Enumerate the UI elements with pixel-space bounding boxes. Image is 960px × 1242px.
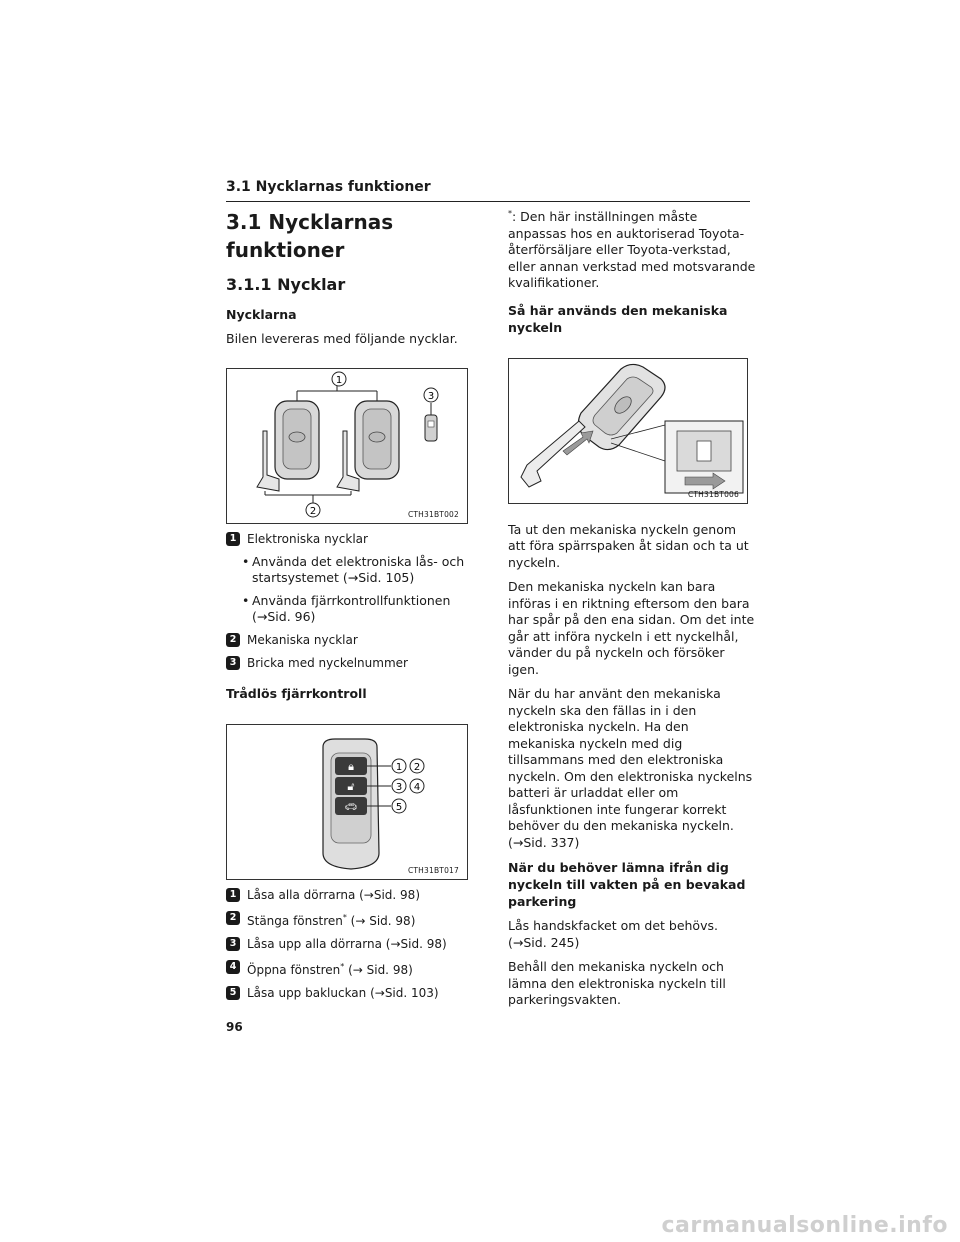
valet-heading: När du behöver lämna ifrån dig nyckeln till vakten på en bevakad parkering <box>508 860 746 910</box>
callout-2-label: 2 <box>413 761 421 773</box>
remote-item-3 <box>226 936 470 952</box>
item-text: Låsa alla dörrarna (→Sid. 98) <box>247 887 420 902</box>
key-item-2 <box>226 632 470 648</box>
item-text: Låsa upp alla dörrarna (→Sid. 98) <box>247 936 447 951</box>
figure-code: CTH31BT017 <box>407 865 459 875</box>
keys-illustration <box>227 369 469 525</box>
callout-4-label: 4 <box>413 781 421 793</box>
release-lever <box>697 441 711 461</box>
intro-text: Bilen levereras med följande nycklar. <box>226 331 458 346</box>
callout-1-label: 1 <box>395 761 403 773</box>
callout-3-label: 3 <box>395 781 403 793</box>
keys-heading: Nycklarna <box>226 307 297 322</box>
callout-1-label: 1 <box>335 374 343 386</box>
remote-figure <box>226 724 468 880</box>
right-column <box>508 206 756 1009</box>
figure-code: CTH31BT002 <box>407 509 459 519</box>
remote-illustration <box>227 725 469 881</box>
key-item-3 <box>226 655 470 671</box>
key-item-1 <box>226 531 470 547</box>
item-number: 1 <box>226 532 240 546</box>
section-title: 3.1 Nycklarnas funktioner <box>226 210 394 262</box>
mechanical-key <box>521 421 585 487</box>
left-column <box>226 206 470 1001</box>
mechanical-key-illustration <box>509 359 749 505</box>
paragraph-4: Lås handskfacket om det behövs. (→Sid. 245) <box>508 918 718 950</box>
paragraph-1: Ta ut den mekaniska nyckeln genom att föra spärrspaken åt sidan och ta ut nyckeln. <box>508 521 749 570</box>
item-number: 2 <box>226 633 240 647</box>
bullet-text: Använda fjärrkontrollfunktionen (→Sid. 96) <box>252 592 451 624</box>
item-text: Mekaniska nycklar <box>247 632 358 647</box>
item-number: 4 <box>226 960 240 974</box>
keys-figure <box>226 368 468 524</box>
item-number: 3 <box>226 937 240 951</box>
item-number: 1 <box>226 888 240 902</box>
remote-heading: Trådlös fjärrkontroll <box>226 685 367 701</box>
running-head-text: 3.1 Nycklarnas funktioner <box>226 179 431 195</box>
item-text: Öppna fönstren* (→ Sid. 98) <box>247 961 413 977</box>
item-text: Stänga fönstren* (→ Sid. 98) <box>247 912 416 928</box>
lock-icon: 🔒︎ <box>348 759 354 773</box>
item-number: 3 <box>226 656 240 670</box>
paragraph-2: Den mekaniska nyckeln kan bara införas i en riktning eftersom den bara har spår på den ena sidan. Om det inte går att införa nyckeln i ett nyckelhål, vänder du på nyckeln och försöker igen. <box>508 579 755 677</box>
callout-5-label: 5 <box>395 801 403 813</box>
callout-3-label: 3 <box>427 390 435 402</box>
remote-item-2 <box>226 910 470 929</box>
paragraph-5: Behåll den mekaniska nyckeln och lämna den elektroniska nyckeln till parkeringsvakten. <box>508 959 726 1008</box>
key-number-plate <box>425 415 437 441</box>
remote-item-5 <box>226 985 470 1001</box>
item-text: Elektroniska nycklar <box>247 531 368 546</box>
watermark: carmanualsonline.info <box>661 1213 948 1238</box>
unlock-icon: 🔓︎ <box>347 779 355 793</box>
bullet-2: • Använda fjärrkontrollfunktionen (→Sid. 96) <box>242 593 470 625</box>
callout-2-label: 2 <box>309 505 317 517</box>
footnote: *: Den här inställningen måste anpassas hos en auktoriserad Toyota-återförsäljare eller Toyota-verkstad, eller annan verkstad med motsvarande kvalifikationer. <box>508 209 756 291</box>
figure-code: CTH31BT006 <box>687 489 739 499</box>
bullet-1: • Använda det elektroniska lås- och startsystemet (→Sid. 105) <box>242 554 470 586</box>
mechanical-key-heading: Så här används den mekaniska nyckeln <box>508 302 728 335</box>
remote-item-4 <box>226 959 470 978</box>
running-head <box>226 178 750 202</box>
page-number: 96 <box>226 1020 243 1034</box>
car-icon: 🚗︎ <box>344 801 358 813</box>
subsection-title: 3.1.1 Nycklar <box>226 275 346 294</box>
remote-item-1 <box>226 887 470 903</box>
item-number: 2 <box>226 911 240 925</box>
item-number: 5 <box>226 986 240 1000</box>
mechanical-key-figure <box>508 358 748 504</box>
item-text: Bricka med nyckelnummer <box>247 655 408 670</box>
paragraph-3: När du har använt den mekaniska nyckeln ska den fällas in i den elektroniska nyckeln. Ha den mekaniska nyckeln med dig tillsammans med den elektroniska nyckeln. Om den elektroniska nyckelns batteri är urladdat eller om låsfunktionen inte fungerar korrekt behöver du den mekaniska nyckeln. (→Sid. 337) <box>508 686 753 850</box>
item-text: Låsa upp bakluckan (→Sid. 103) <box>247 985 439 1000</box>
bullet-text: Använda det elektroniska lås- och startsystemet (→Sid. 105) <box>252 553 465 585</box>
